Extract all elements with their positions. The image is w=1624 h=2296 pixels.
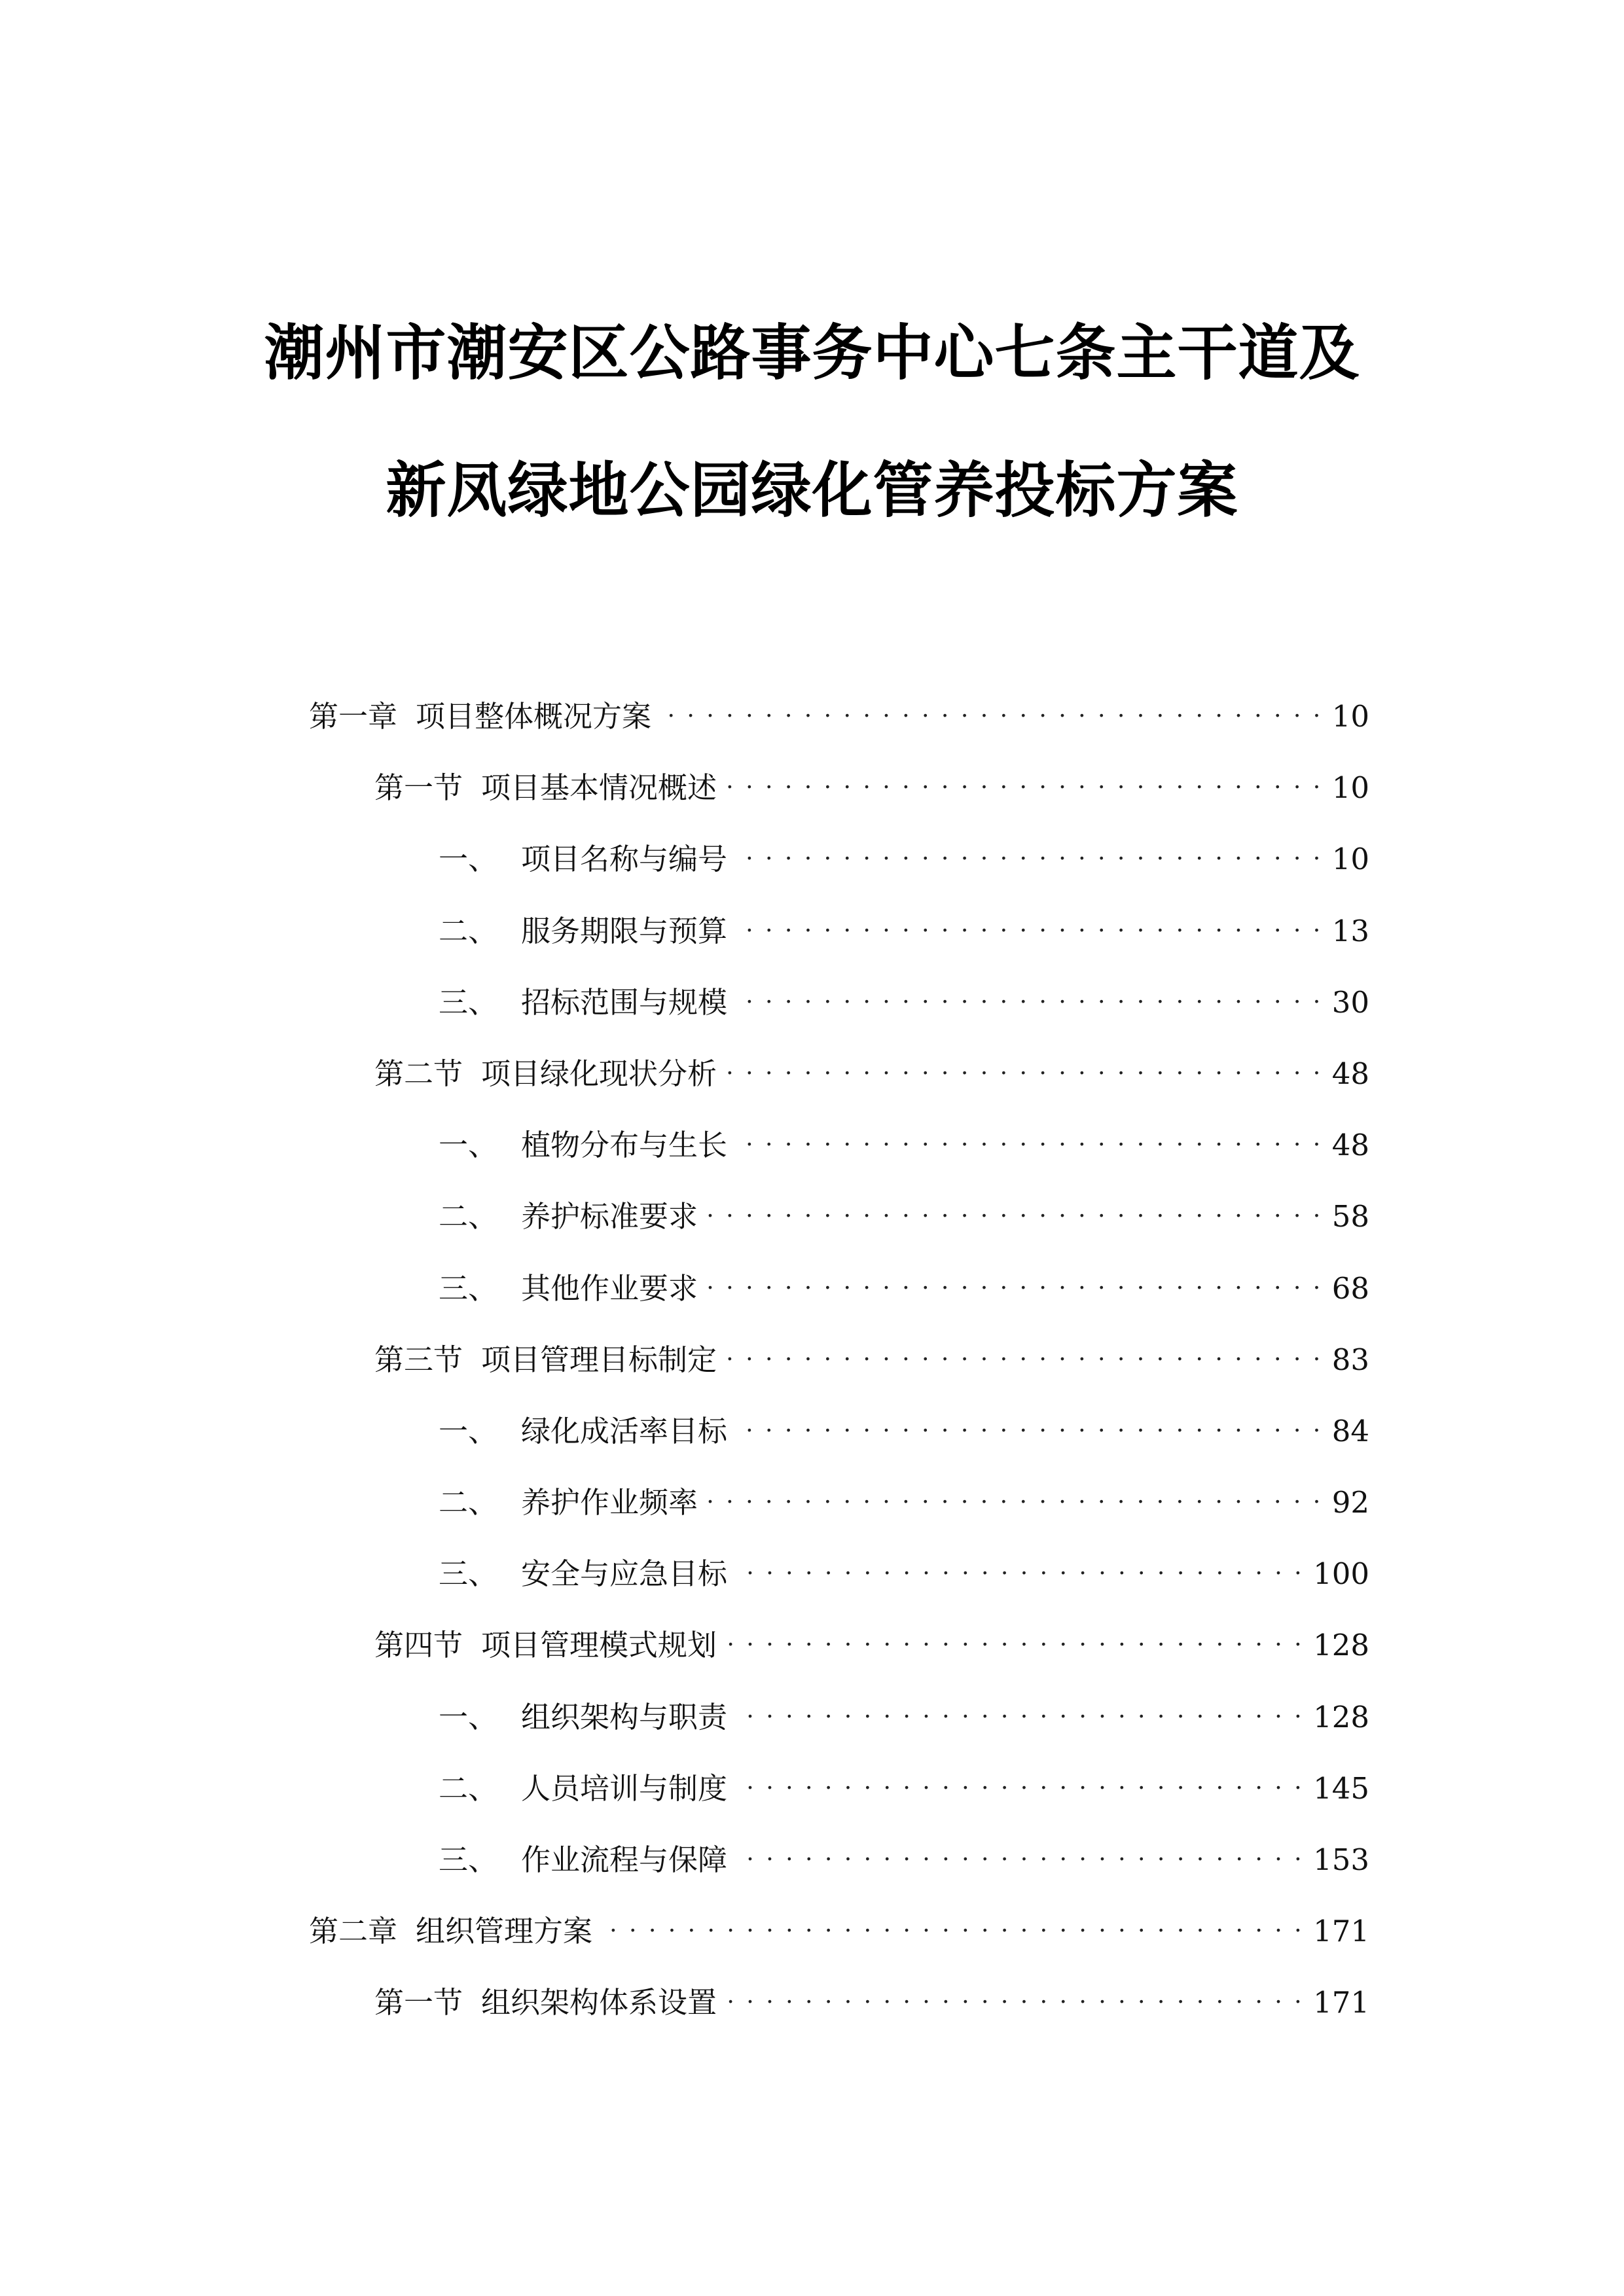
toc-section-entry[interactable] [309, 1982, 1369, 2053]
toc-page-number: 84 [1331, 1413, 1369, 1448]
toc-entry-label: 人员培训与制度 [521, 1770, 728, 1806]
toc-entry-label: 植物分布与生长 [521, 1128, 728, 1163]
toc-subsection-entry[interactable] [309, 1839, 1369, 1910]
toc-entry-label: 养护标准要求 [521, 1199, 698, 1234]
toc-entry-number: 一、 [439, 1128, 498, 1163]
toc-subsection-entry[interactable] [309, 910, 1369, 982]
toc-page-number: 171 [1313, 1985, 1369, 2020]
toc-page-number: 10 [1331, 842, 1369, 877]
toc-entry-number: 三、 [439, 1842, 498, 1877]
toc-page-number: 30 [1331, 984, 1369, 1020]
toc-subsection-entry[interactable] [309, 1196, 1369, 1267]
toc-entry-label: 项目名称与编号 [521, 842, 728, 877]
toc-page-number: 68 [1331, 1270, 1369, 1306]
toc-entry-label: 项目管理目标制定 [481, 1342, 717, 1377]
toc-page-number: 10 [1331, 699, 1369, 734]
toc-subsection-entry[interactable] [309, 1268, 1369, 1339]
toc-dot-leader [707, 1200, 1323, 1227]
toc-section-entry[interactable] [309, 1053, 1369, 1124]
toc-entry-label: 项目整体概况方案 [416, 699, 652, 734]
toc-dot-leader [736, 1415, 1323, 1441]
toc-entry-number: 三、 [439, 1556, 498, 1592]
toc-entry-number: 二、 [439, 1485, 498, 1520]
toc-subsection-entry[interactable] [309, 1768, 1369, 1839]
toc-dot-leader [736, 1772, 1304, 1799]
toc-entry-number: 二、 [439, 1770, 498, 1806]
toc-section-entry[interactable] [309, 767, 1369, 838]
toc-page-number: 100 [1313, 1556, 1369, 1592]
title-line-2: 新凤绿地公园绿化管养投标方案 [386, 456, 1238, 526]
toc-entry-number: 第四节 [374, 1628, 463, 1663]
toc-subsection-entry[interactable] [309, 1696, 1369, 1768]
toc-entry-label: 组织管理方案 [416, 1914, 593, 1949]
toc-dot-leader [726, 1058, 1323, 1084]
toc-dot-leader [736, 915, 1323, 941]
toc-dot-leader [736, 986, 1323, 1013]
toc-chapter-entry[interactable] [309, 696, 1369, 767]
toc-dot-leader [660, 700, 1323, 726]
toc-subsection-entry[interactable] [309, 1482, 1369, 1553]
toc-page-number: 92 [1331, 1485, 1369, 1520]
toc-entry-label: 养护作业频率 [521, 1485, 698, 1520]
toc-entry-number: 二、 [439, 1199, 498, 1234]
toc-page-number: 48 [1331, 1056, 1369, 1091]
toc-entry-label: 绿化成活率目标 [521, 1413, 728, 1448]
toc-section-entry[interactable] [309, 1339, 1369, 1410]
document-title [0, 318, 1624, 526]
toc-entry-number: 第二节 [374, 1056, 463, 1091]
toc-page-number: 128 [1313, 1628, 1369, 1663]
toc-page-number: 171 [1313, 1914, 1369, 1949]
table-of-contents [309, 696, 1369, 2054]
toc-entry-label: 招标范围与规模 [521, 984, 728, 1020]
toc-chapter-entry[interactable] [309, 1910, 1369, 1982]
toc-entry-label: 项目管理模式规划 [481, 1628, 717, 1663]
toc-dot-leader [736, 843, 1323, 869]
toc-dot-leader [726, 1986, 1304, 2013]
toc-entry-number: 一、 [439, 842, 498, 877]
toc-entry-label: 组织架构体系设置 [481, 1985, 717, 2020]
toc-entry-label: 项目基本情况概述 [481, 770, 717, 806]
toc-entry-number: 一、 [439, 1699, 498, 1734]
title-line-1: 潮州市潮安区公路事务中心七条主干道及 [264, 318, 1360, 388]
toc-dot-leader [707, 1272, 1323, 1299]
toc-entry-label: 服务期限与预算 [521, 913, 728, 948]
toc-dot-leader [736, 1558, 1304, 1584]
toc-entry-label: 其他作业要求 [521, 1270, 698, 1306]
toc-entry-number: 第三节 [374, 1342, 463, 1377]
toc-section-entry[interactable] [309, 1624, 1369, 1696]
toc-dot-leader [736, 1701, 1304, 1727]
toc-dot-leader [707, 1486, 1323, 1513]
toc-entry-number: 三、 [439, 984, 498, 1020]
toc-dot-leader [726, 772, 1323, 798]
toc-dot-leader [602, 1915, 1304, 1941]
toc-subsection-entry[interactable] [309, 838, 1369, 910]
toc-entry-number: 第一节 [374, 770, 463, 806]
toc-page-number: 153 [1313, 1842, 1369, 1877]
toc-page-number: 10 [1331, 770, 1369, 806]
toc-subsection-entry[interactable] [309, 1410, 1369, 1482]
toc-dot-leader [726, 1344, 1323, 1370]
toc-entry-number: 第一节 [374, 1985, 463, 2020]
toc-entry-label: 作业流程与保障 [521, 1842, 728, 1877]
toc-entry-label: 组织架构与职责 [521, 1699, 728, 1734]
toc-subsection-entry[interactable] [309, 1124, 1369, 1196]
toc-subsection-entry[interactable] [309, 1553, 1369, 1624]
toc-dot-leader [726, 1629, 1304, 1655]
toc-page-number: 145 [1313, 1770, 1369, 1806]
toc-entry-number: 第一章 [309, 699, 398, 734]
toc-page-number: 58 [1331, 1199, 1369, 1234]
toc-entry-label: 安全与应急目标 [521, 1556, 728, 1592]
toc-page-number: 128 [1313, 1699, 1369, 1734]
toc-entry-number: 一、 [439, 1413, 498, 1448]
toc-entry-number: 三、 [439, 1270, 498, 1306]
toc-page-number: 13 [1331, 913, 1369, 948]
toc-entry-number: 二、 [439, 913, 498, 948]
toc-dot-leader [736, 1129, 1323, 1155]
toc-entry-label: 项目绿化现状分析 [481, 1056, 717, 1091]
toc-page-number: 83 [1331, 1342, 1369, 1377]
toc-entry-number: 第二章 [309, 1914, 398, 1949]
toc-dot-leader [736, 1844, 1304, 1870]
toc-page-number: 48 [1331, 1128, 1369, 1163]
toc-subsection-entry[interactable] [309, 982, 1369, 1053]
